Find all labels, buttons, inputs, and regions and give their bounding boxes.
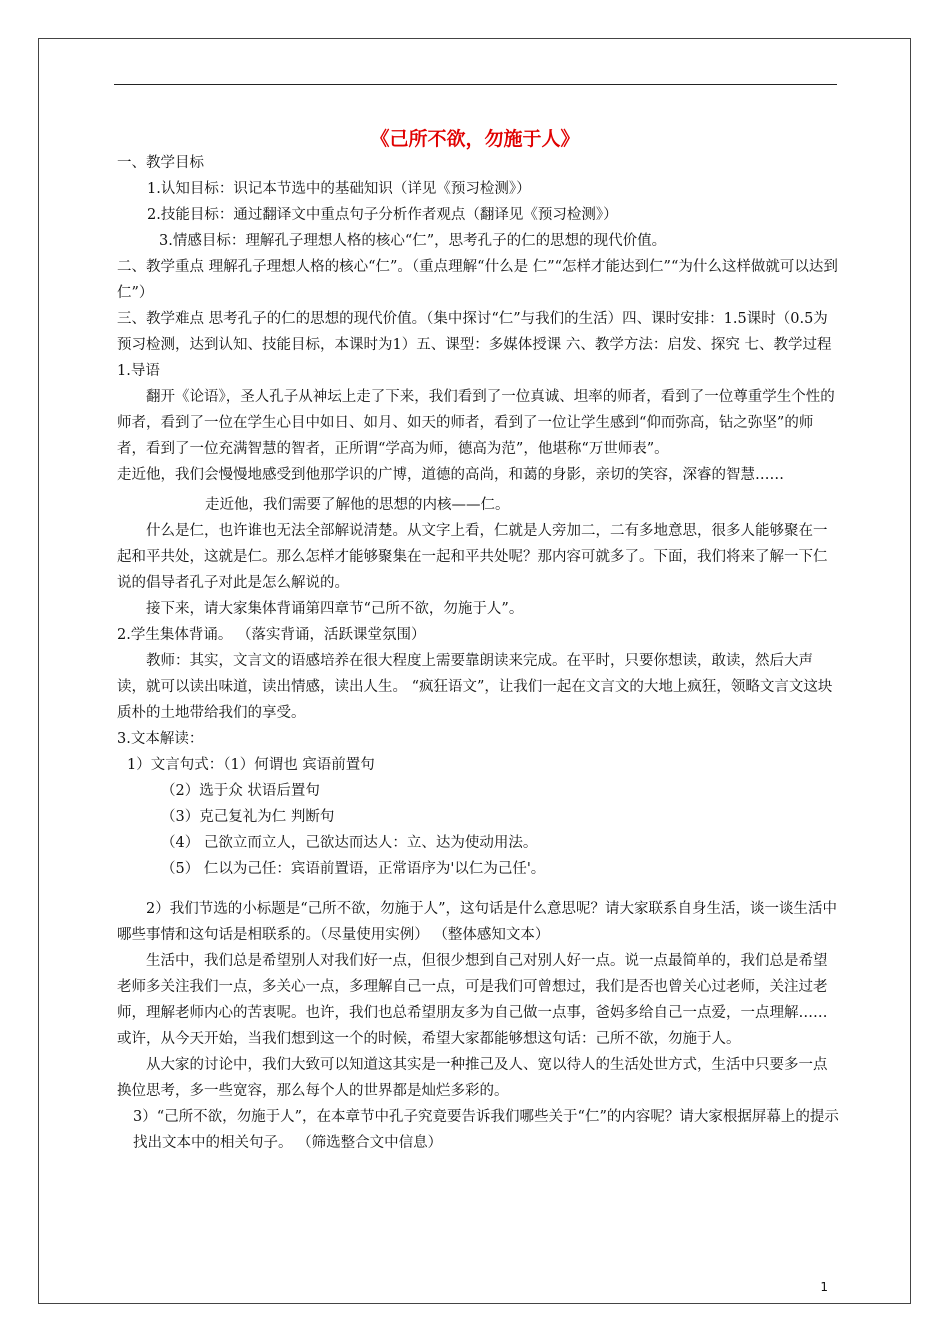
paragraph: 什么是仁，也许谁也无法全部解说清楚。从文字上看，仁就是人旁加二，二有多地意思，很多人能够聚在一起和平共处，这就是仁。那么怎样才能够聚集在一起和平共处呢？那内容可就多了。下面，我们将来了解一下仁说的倡导者孔子对此是怎么解说的。 [117,523,828,591]
paragraph: 二、教学重点 理解孔子理想人格的核心“仁”。（重点理解“什么是 仁”“怎样才能达到仁”“为什么这样做就可以达到仁”） [117,259,838,301]
list-item: 2.技能目标：通过翻译文中重点句子分析作者观点（翻译见《预习检测》） [147,207,618,223]
list-item: 3.情感目标：理解孔子理想人格的核心“仁”，思考孔子的仁的思想的现代价值。 [159,233,667,249]
spacer [117,882,839,896]
header-rule [114,84,837,85]
paragraph: 教师：其实，文言文的语感培养在很大程度上需要靠朗读来完成。在平时，只要你想读，敢读，然后大声读，就可以读出味道，读出情感，读出人生。 “疯狂语文”，让我们一起在文言文的大地上疯狂，领略文言文这块质朴的土地带给我们的享受。 [117,653,833,721]
paragraph: 三、教学难点 思考孔子的仁的思想的现代价值。（集中探讨“仁”与我们的生活）四、课时安排：1.5课时（0.5为预习检测，达到认知、技能目标，本课时为1）五、课型：多媒体授课 六、教学方法：启发、探究 七、教学过程 [117,311,832,353]
list-item: （5） 仁以为己任：宾语前置语，正常语序为'以仁为己任'。 [161,861,546,877]
list-item: 1）文言句式：（1）何谓也 宾语前置句 [127,757,375,773]
paragraph: 走近他，我们会慢慢地感受到他那学识的广博，道德的高尚，和蔼的身影，亲切的笑容，深睿的智慧…… [117,467,784,483]
paragraph: 接下来，请大家集体背诵第四章节“己所不欲，勿施于人”。 [146,601,524,617]
paragraph: 生活中，我们总是希望别人对我们好一点，但很少想到自己对别人好一点。说一点最简单的，我们总是希望老师多关注我们一点，多关心一点，多理解自己一点，可是我们可曾想过，我们是否也曾关心过老师，关注过老师，理解老师内心的苦衷呢。也许，我们也总希望朋友多为自己做一点事，爸妈多给自己一点爱，一点理解……或许，从今天开始，当我们想到这一个的时候，希望大家都能够想这句话：己所不欲，勿施于人。 [117,953,828,1047]
paragraph: 翻开《论语》，圣人孔子从神坛上走了下来，我们看到了一位真诚、坦率的师者，看到了一位尊重学生个性的师者，看到了一位在学生心目中如日、如月、如天的师者，看到了一位让学生感到“仰而弥高，钻之弥坚”的师者，看到了一位充满智慧的智者，正所谓“学高为师，德高为范”，他堪称“万世师表”。 [117,389,835,457]
page-number: 1 [820,1280,828,1294]
list-item: （3）克己复礼为仁 判断句 [161,809,335,825]
section-heading: 一、教学目标 [117,155,204,171]
paragraph: 2）我们节选的小标题是“己所不欲，勿施于人”，这句话是什么意思呢？请大家联系自身生活，谈一谈生活中哪些事情和这句话是相联系的。（尽量使用实例） （整体感知文本） [117,901,838,943]
paragraph: 走近他，我们需要了解他的思想的内核——仁。 [205,497,510,513]
list-item: （4） 己欲立而立人，己欲达而达人：立、达为使动用法。 [161,835,538,851]
list-item: 1.认知目标：识记本节选中的基础知识（详见《预习检测》） [147,181,531,197]
list-item: （2）选于众 状语后置句 [161,783,320,799]
section-heading: 3.文本解读： [117,731,204,747]
section-heading: 1.导语 [117,363,160,379]
document-title: 《己所不欲，勿施于人》 [370,128,580,150]
paragraph: 从大家的讨论中，我们大致可以知道这其实是一种推己及人、宽以待人的生活处世方式，生活中只要多一点换位思考，多一些宽容，那么每个人的世界都是灿烂多彩的。 [117,1057,828,1099]
paragraph: 3）“己所不欲，勿施于人”，在本章节中孔子究竟要告诉我们哪些关于“仁”的内容呢？请大家根据屏幕上的提示找出文本中的相关句子。 （筛选整合文中信息） [133,1109,839,1151]
document-body [117,150,839,1156]
section-heading: 2.学生集体背诵。 （落实背诵，活跃课堂氛围） [117,627,426,643]
